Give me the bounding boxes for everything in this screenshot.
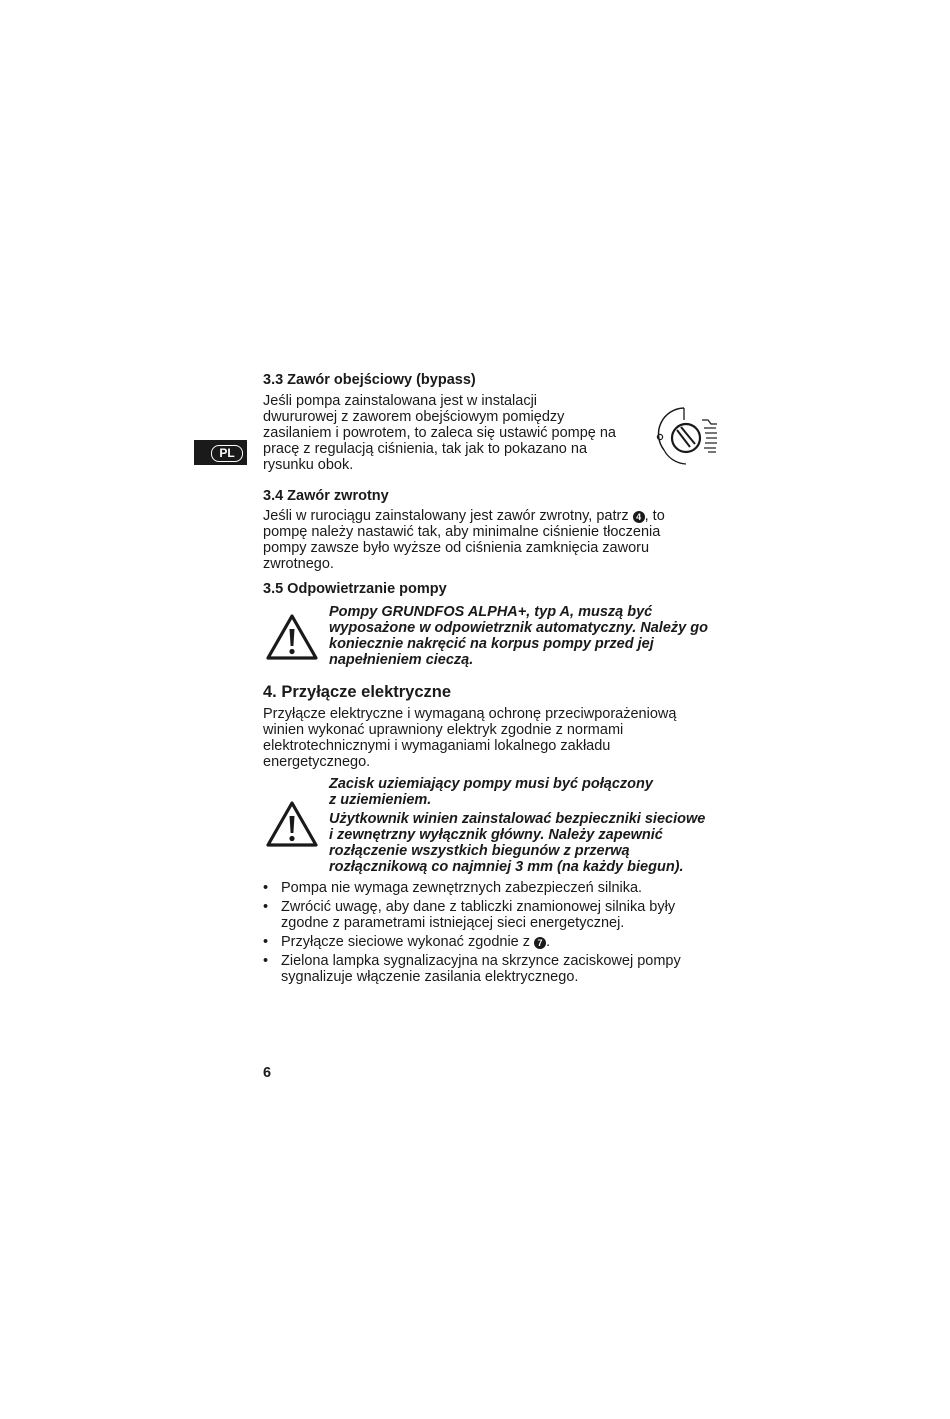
- text-line: Zacisk uziemiający pompy musi być połączony: [329, 776, 653, 792]
- text-line: sygnalizuje włączenie zasilania elektrycznego.: [281, 969, 579, 985]
- text-line: Pompy GRUNDFOS ALPHA+, typ A, muszą być: [329, 604, 653, 620]
- section-4-heading: 4. Przyłącze elektryczne: [263, 683, 452, 701]
- text-line: rysunku obok.: [263, 457, 354, 473]
- text-line: napełnieniem cieczą.: [329, 652, 474, 668]
- language-label: PL: [211, 445, 243, 462]
- figure-reference-4: 4: [633, 511, 645, 523]
- warning-triangle-icon: [265, 613, 319, 661]
- text-line: [281, 934, 733, 950]
- bullet-dot: •: [263, 953, 269, 969]
- list-item: [263, 934, 733, 950]
- text-fragment: Jeśli w rurociągu zainstalowany jest zawór zwrotny, patrz: [263, 508, 633, 524]
- text-line: winien wykonać uprawniony elektryk zgodnie z normami: [263, 722, 624, 738]
- text-line: Zwrócić uwagę, aby dane z tabliczki znamionowej silnika były: [281, 899, 676, 915]
- section-3-3-heading: 3.3 Zawór obejściowy (bypass): [263, 372, 476, 388]
- section-3-5-heading: 3.5 Odpowietrzanie pompy: [263, 581, 447, 597]
- section-3-4-heading: 3.4 Zawór zwrotny: [263, 488, 389, 504]
- list-item: [263, 899, 733, 931]
- warning-note-fuses: [329, 811, 729, 875]
- text-line: [263, 508, 733, 524]
- text-fragment: Przyłącze sieciowe wykonać zgodnie z: [281, 934, 535, 950]
- page-number: 6: [263, 1065, 272, 1081]
- bullet-list: [263, 880, 733, 988]
- figure-reference-7: 7: [534, 937, 546, 949]
- text-line: zasilaniem i powrotem, to zaleca się ustawić pompę na: [263, 425, 616, 441]
- text-line: rozłączenie wszystkich biegunów z przerwą: [329, 843, 630, 859]
- text-line: zgodne z parametrami istniejącej sieci energetycznej.: [281, 915, 625, 931]
- section-4-body: [263, 706, 733, 770]
- text-line: pompę należy nastawić tak, aby minimalne ciśnienie tłoczenia: [263, 524, 661, 540]
- text-line: wyposażone w odpowietrznik automatyczny. Należy go: [329, 620, 708, 636]
- section-3-3-body: [263, 393, 643, 473]
- bullet-dot: •: [263, 934, 269, 950]
- text-line: energetycznego.: [263, 754, 371, 770]
- bullet-dot: •: [263, 880, 269, 896]
- language-tab: [194, 440, 247, 465]
- text-line: pompy zawsze było wyższe od ciśnienia zamknięcia zaworu: [263, 540, 650, 556]
- section-3-4-body: [263, 508, 733, 572]
- text-line: Pompa nie wymaga zewnętrznych zabezpieczeń silnika.: [281, 880, 643, 896]
- list-item: [263, 880, 733, 896]
- text-fragment: .: [546, 934, 551, 950]
- list-item: [263, 953, 733, 985]
- text-line: elektrotechnicznymi i wymaganiami lokalnego zakładu: [263, 738, 611, 754]
- text-line: Jeśli pompa zainstalowana jest w instalacji: [263, 393, 538, 409]
- warning-triangle-icon: [265, 800, 319, 848]
- text-line: koniecznie nakręcić na korpus pompy przed jej: [329, 636, 654, 652]
- text-line: Zielona lampka sygnalizacyjna na skrzynce zaciskowej pompy: [281, 953, 681, 969]
- warning-note-venting: [329, 604, 729, 668]
- text-line: i zewnętrzny wyłącznik główny. Należy zapewnić: [329, 827, 663, 843]
- text-line: Przyłącze elektryczne i wymaganą ochronę przeciwporażeniową: [263, 706, 677, 722]
- text-line: pracę z regulacją ciśnienia, tak jak to pokazano na: [263, 441, 588, 457]
- bullet-dot: •: [263, 899, 269, 915]
- text-line: zwrotnego.: [263, 556, 334, 572]
- text-line: z uziemieniem.: [329, 792, 432, 808]
- text-fragment: , to: [644, 508, 665, 524]
- warning-note-grounding: [329, 776, 729, 808]
- text-line: dwururowej z zaworem obejściowym pomiędzy: [263, 409, 565, 425]
- pump-dial-setting-icon: [650, 402, 724, 468]
- text-line: Użytkownik winien zainstalować bezpieczniki sieciowe: [329, 811, 706, 827]
- text-line: rozłącznikową co najmniej 3 mm (na każdy biegun).: [329, 859, 684, 875]
